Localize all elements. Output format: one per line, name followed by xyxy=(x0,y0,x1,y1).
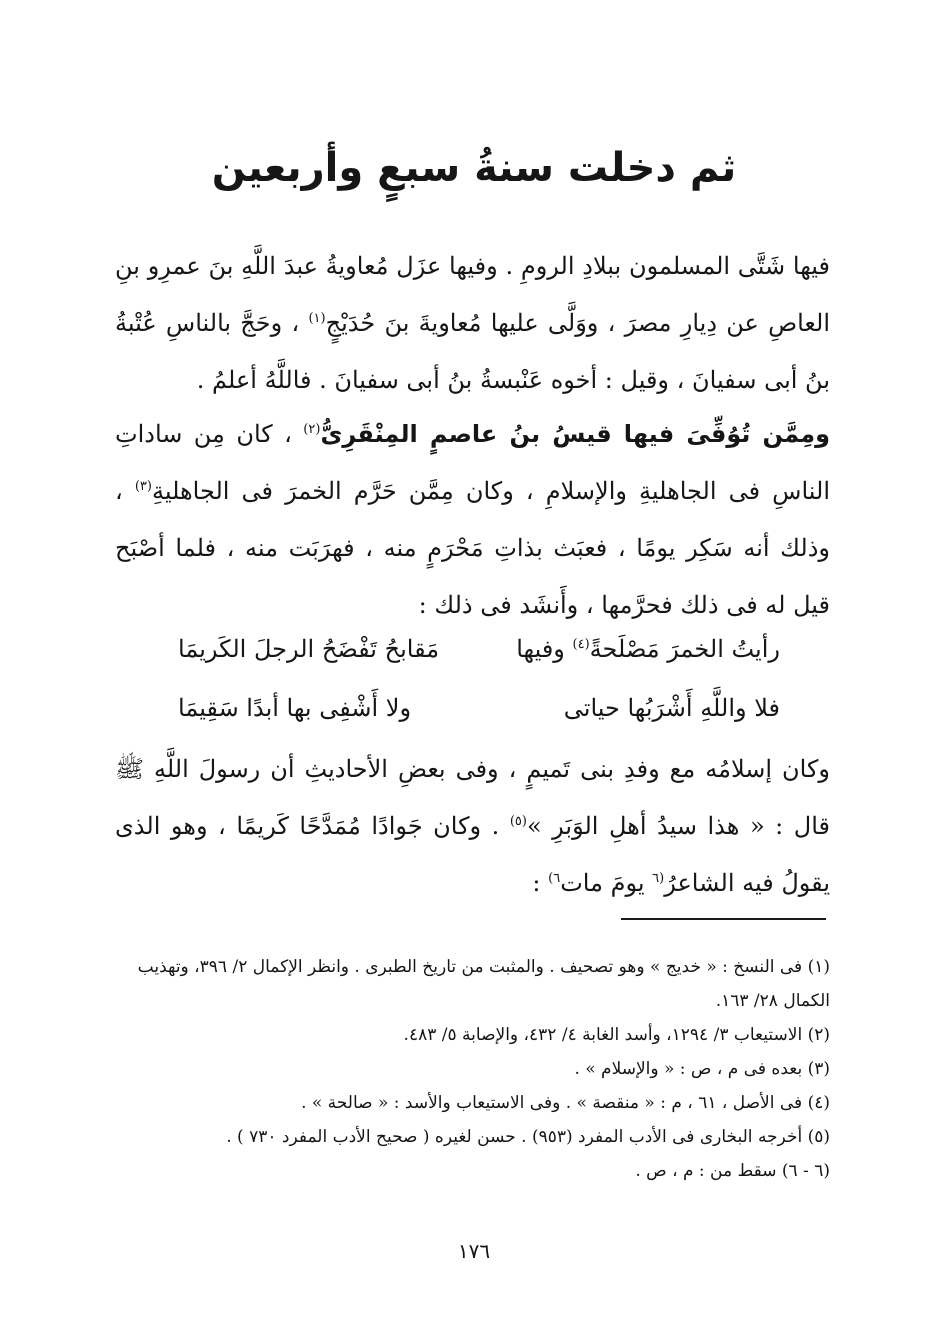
paragraph-text: : xyxy=(532,869,541,897)
footnote-ref-6-open: (٦ xyxy=(652,871,665,886)
paragraph-text: ، وحَجَّ بالناسِ عُتْبةُ بنُ أبى سفيانَ ، وقيل : أخوه عَنْبسةُ بنُ أبى سفيانَ . فاللَّهُ أعلمُ . xyxy=(115,309,830,394)
chapter-title: ثم دخلت سنةُ سبعٍ وأربعين xyxy=(211,145,737,191)
bold-lead: ومِمَّن تُوُفِّىَ فيها قيسُ بنُ عاصمٍ المِنْقَرِىُّ xyxy=(320,420,830,448)
paragraph-text: يومَ مات xyxy=(560,869,645,897)
paragraph-events xyxy=(115,238,830,409)
footnote-4: (٤) فى الأصل ، ٦١ ، م : « منقصة » . وفى الاستيعاب والأسد : « صالحة » . xyxy=(301,1093,830,1113)
footnote-1: (١) فى النسخ : « خديج » وهو تصحيف . والمثبت من تاريخ الطبرى . وانظر الإكمال ٢/ ٣٩٦، وتهذيب الكمال ٢٨/ ١٦٣. xyxy=(137,957,830,1011)
verse-first-hemistich: فلا واللَّهِ أَشْرَبُها حياتى xyxy=(563,694,780,722)
footnote-6: (٦ - ٦) سقط من : م ، ص . xyxy=(635,1161,830,1181)
paragraph-deaths xyxy=(115,406,830,634)
footnote-ref-3: (٣) xyxy=(134,479,152,494)
paragraph-text: ، وذلك أنه سَكِر يومًا ، فعبَث بذاتِ مَحْرَمٍ منه ، فهرَبَت منه ، فلما أصْبَح قيل له فى ذلك فحرَّمها ، وأَنشَد فى ذلك : xyxy=(115,477,830,619)
verse-first-hemistich xyxy=(516,622,780,676)
footnote-ref-4: (٤) xyxy=(572,637,590,652)
paragraph-text: ، كان مِن ساداتِ الناسِ فى الجاهليةِ والإسلامِ ، وكان مِمَّن حَرَّم الخمرَ فى الجاهليةِ xyxy=(115,420,830,505)
footnote-ref-1: (١) xyxy=(308,311,326,326)
footnotes-list xyxy=(100,950,830,1188)
footnote-separator xyxy=(621,918,826,920)
verse-text: رأيتُ الخمرَ مَصْلَحةً xyxy=(589,635,780,663)
verse-second-hemistich: مَقابحُ تَفْضَحُ الرجلَ الكَريمَا xyxy=(178,635,440,663)
footnote-2: (٢) الاستيعاب ٣/ ١٢٩٤، وأسد الغابة ٤/ ٤٣٢، والإصابة ٥/ ٤٨٣. xyxy=(403,1025,830,1045)
paragraph-text: فيها شَتَّى المسلمون ببلادِ الرومِ . وفيها عزَل مُعاويةُ عبدَ اللَّهِ بنَ عمرِو بنِ العاصِ عن دِيارِ مصرَ ، ووَلَّى عليها مُعاويةَ بنَ حُدَيْجٍ xyxy=(115,252,830,337)
paragraph-islam xyxy=(115,741,830,912)
footnote-ref-2: (٢) xyxy=(303,422,321,437)
verse-line-2 xyxy=(178,681,780,735)
verse-line-1 xyxy=(178,622,780,676)
footnote-ref-5: (٥) xyxy=(509,814,527,829)
footnote-ref-6-close: ٦) xyxy=(548,871,561,886)
paragraph-text: . وكان جَوادًا مُمَدَّحًا كَريمًا ، وهو الذى يقولُ فيه الشاعرُ xyxy=(115,812,830,897)
verse-text: وفيها xyxy=(516,635,565,663)
page-number: ١٧٦ xyxy=(457,1239,491,1263)
footnote-5: (٥) أخرجه البخارى فى الأدب المفرد (٩٥٣) . حسن لغيره ( صحيح الأدب المفرد ٧٣٠ ) . xyxy=(226,1127,830,1147)
footnote-3: (٣) بعده فى م ، ص : « والإسلام » . xyxy=(574,1059,830,1079)
verse-second-hemistich: ولا أَشْفِى بها أبدًا سَقِيمَا xyxy=(178,694,412,722)
paragraph-text: وكان إسلامُه مع وفدِ بنى تَميمٍ ، وفى بعضِ الأحاديثِ أن رسولَ اللَّهِ ﷺ قال : « هذا سيدُ أهلِ الوَبَرِ » xyxy=(115,755,830,840)
